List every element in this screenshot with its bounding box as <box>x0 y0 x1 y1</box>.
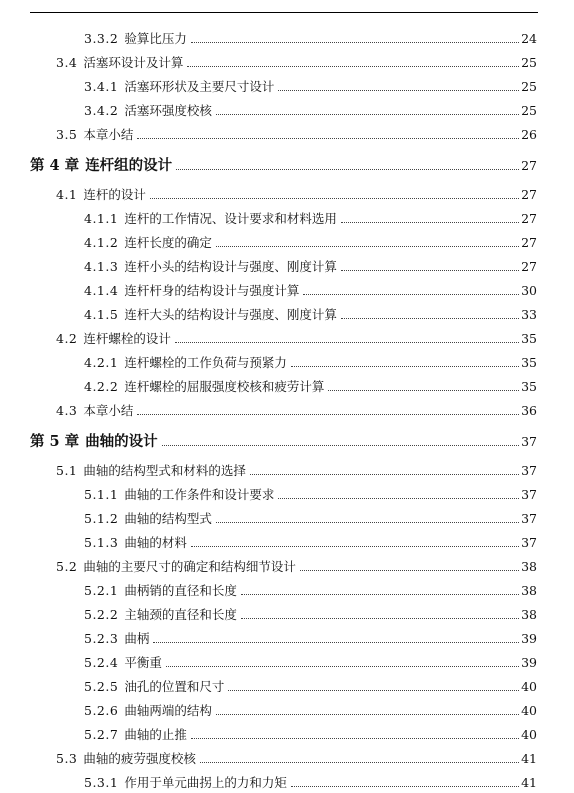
toc-entry-page: 27 <box>521 235 537 250</box>
toc-entry-page: 27 <box>521 158 537 173</box>
toc-entry-title: 曲轴的设计 <box>85 433 158 450</box>
toc-entry-title: 连杆螺栓的工作负荷与预紧力 <box>124 355 287 370</box>
toc-entry-number: 3.4.2 <box>84 103 119 118</box>
toc-entry-title: 主轴颈的直径和长度 <box>124 607 237 622</box>
toc-entry[interactable] <box>84 355 537 371</box>
toc-entry-title: 曲轴的材料 <box>124 535 187 550</box>
toc-entry-number: 5.2.6 <box>84 703 119 718</box>
toc-entry-title: 曲轴的止推 <box>124 727 187 742</box>
toc-entry-title: 曲轴的主要尺寸的确定和结构细节设计 <box>83 559 296 574</box>
toc-entry-title: 曲轴两端的结构 <box>124 703 212 718</box>
dot-leader <box>187 66 519 67</box>
toc-entry[interactable] <box>56 331 537 347</box>
toc-entry-number: 4.2.1 <box>84 355 119 370</box>
toc-entry-title: 平衡重 <box>124 655 162 670</box>
toc-entry-number: 4.1.4 <box>84 283 119 298</box>
toc-entry[interactable] <box>84 259 537 275</box>
toc-entry-number: 第 5 章 <box>30 433 80 450</box>
dot-leader <box>250 474 519 475</box>
toc-entry-number: 3.4.1 <box>84 79 119 94</box>
toc-entry[interactable] <box>84 103 537 119</box>
toc-entry-number: 4.1.3 <box>84 259 119 274</box>
toc-entry-title: 连杆的工作情况、设计要求和材料选用 <box>124 211 337 226</box>
dot-leader <box>278 90 519 91</box>
toc-entry-number: 5.2 <box>56 559 78 574</box>
toc-entry-title: 活塞环强度校核 <box>124 103 212 118</box>
dot-leader <box>278 498 519 499</box>
toc-entry-page: 38 <box>521 607 537 622</box>
dot-leader <box>303 294 519 295</box>
dot-leader <box>176 169 519 170</box>
toc-entry[interactable] <box>84 31 537 47</box>
toc-entry-page: 36 <box>521 403 537 418</box>
toc-entry-number: 4.1.2 <box>84 235 119 250</box>
toc-entry-page: 40 <box>521 679 537 694</box>
dot-leader <box>241 594 519 595</box>
dot-leader <box>137 138 519 139</box>
toc-entry-page: 39 <box>521 631 537 646</box>
toc-entry-page: 41 <box>521 775 537 790</box>
dot-leader <box>153 642 519 643</box>
toc-entry-page: 25 <box>521 79 537 94</box>
toc-entry-title: 曲轴的结构型式和材料的选择 <box>83 463 246 478</box>
toc-entry-number: 3.3.2 <box>84 31 119 46</box>
toc-entry[interactable] <box>84 79 537 95</box>
toc-entry-number: 3.4 <box>56 55 78 70</box>
toc-entry-page: 37 <box>521 487 537 502</box>
toc-entry-page: 40 <box>521 703 537 718</box>
dot-leader <box>191 42 519 43</box>
toc-entry-number: 5.2.5 <box>84 679 119 694</box>
toc-entry-title: 连杆大头的结构设计与强度、刚度计算 <box>124 307 337 322</box>
toc-entry-page: 33 <box>521 307 537 322</box>
toc-entry[interactable] <box>84 487 537 503</box>
toc-entry-title: 连杆的设计 <box>83 187 146 202</box>
dot-leader <box>162 445 519 446</box>
dot-leader <box>216 714 519 715</box>
toc-entry-number: 3.5 <box>56 127 78 142</box>
header-rule <box>30 12 538 13</box>
toc-entry-page: 37 <box>521 511 537 526</box>
toc-entry-title: 连杆螺栓的设计 <box>83 331 171 346</box>
toc-entry-number: 第 4 章 <box>30 157 80 174</box>
toc-entry[interactable] <box>56 55 537 71</box>
toc-entry[interactable] <box>84 511 537 527</box>
toc-entry-page: 37 <box>521 463 537 478</box>
dot-leader <box>175 342 519 343</box>
dot-leader <box>341 318 519 319</box>
toc-entry-title: 验算比压力 <box>124 31 187 46</box>
dot-leader <box>150 198 519 199</box>
dot-leader <box>228 690 519 691</box>
toc-entry-title: 连杆螺栓的屈服强度校核和疲劳计算 <box>124 379 325 394</box>
toc-entry-page: 35 <box>521 331 537 346</box>
toc-entry[interactable] <box>84 679 537 695</box>
toc-entry[interactable] <box>84 583 537 599</box>
toc-entry[interactable] <box>84 727 537 743</box>
toc-entry-number: 4.2 <box>56 331 78 346</box>
toc-entry-page: 35 <box>521 379 537 394</box>
dot-leader <box>216 114 519 115</box>
dot-leader <box>216 522 519 523</box>
toc-entry-number: 5.2.3 <box>84 631 119 646</box>
toc-entry-page: 38 <box>521 559 537 574</box>
dot-leader <box>291 786 519 787</box>
toc-entry[interactable] <box>84 535 537 551</box>
toc-entry-page: 27 <box>521 211 537 226</box>
toc-entry-title: 本章小结 <box>83 127 134 142</box>
toc-entry-number: 5.3 <box>56 751 78 766</box>
toc-entry-title: 曲轴的工作条件和设计要求 <box>124 487 275 502</box>
toc-entry[interactable] <box>84 283 537 299</box>
toc-entry-title: 作用于单元曲拐上的力和力矩 <box>124 775 287 790</box>
toc-entry[interactable] <box>56 463 537 479</box>
toc-entry-title: 曲轴的结构型式 <box>124 511 212 526</box>
dot-leader <box>137 414 519 415</box>
toc-entry-number: 5.1 <box>56 463 78 478</box>
toc-entry-page: 25 <box>521 103 537 118</box>
toc-entry[interactable] <box>84 703 537 719</box>
toc-entry-number: 4.2.2 <box>84 379 119 394</box>
toc-entry-number: 4.1 <box>56 187 78 202</box>
toc-entry-page: 39 <box>521 655 537 670</box>
toc-entry-number: 5.1.3 <box>84 535 119 550</box>
toc-entry-number: 5.1.2 <box>84 511 119 526</box>
toc-entry-number: 5.2.7 <box>84 727 119 742</box>
toc-entry[interactable] <box>84 655 537 671</box>
toc-chapter-entry[interactable] <box>30 433 537 451</box>
toc-entry-page: 37 <box>521 434 537 449</box>
toc-chapter-entry[interactable] <box>30 157 537 175</box>
toc-entry[interactable] <box>56 187 537 203</box>
toc-entry-page: 27 <box>521 259 537 274</box>
toc-entry-page: 37 <box>521 535 537 550</box>
dot-leader <box>300 570 519 571</box>
toc-entry-page: 35 <box>521 355 537 370</box>
toc-entry-number: 5.3.1 <box>84 775 119 790</box>
toc-entry-number: 4.1.5 <box>84 307 119 322</box>
dot-leader <box>241 618 519 619</box>
toc-entry-title: 活塞环形状及主要尺寸设计 <box>124 79 275 94</box>
toc-entry-page: 24 <box>521 31 537 46</box>
toc-entry-title: 活塞环设计及计算 <box>83 55 184 70</box>
dot-leader <box>341 270 519 271</box>
toc-entry[interactable] <box>84 379 537 395</box>
toc-entry-title: 曲柄销的直径和长度 <box>124 583 237 598</box>
toc-entry-page: 26 <box>521 127 537 142</box>
toc-entry-number: 5.2.1 <box>84 583 119 598</box>
dot-leader <box>200 762 519 763</box>
toc-entry[interactable] <box>84 307 537 323</box>
toc-entry-number: 5.2.2 <box>84 607 119 622</box>
toc-entry-title: 连杆组的设计 <box>85 157 173 174</box>
toc-entry-page: 27 <box>521 187 537 202</box>
toc-entry[interactable] <box>84 607 537 623</box>
toc-entry-title: 曲轴的疲劳强度校核 <box>83 751 196 766</box>
dot-leader <box>216 246 519 247</box>
dot-leader <box>191 546 519 547</box>
dot-leader <box>341 222 519 223</box>
toc-entry[interactable] <box>84 211 537 227</box>
toc-entry-title: 曲柄 <box>124 631 150 646</box>
toc-entry-page: 38 <box>521 583 537 598</box>
toc-entry[interactable] <box>84 631 537 647</box>
toc-entry-number: 5.1.1 <box>84 487 119 502</box>
dot-leader <box>291 366 519 367</box>
toc-entry-title: 连杆长度的确定 <box>124 235 212 250</box>
toc-entry-title: 连杆小头的结构设计与强度、刚度计算 <box>124 259 337 274</box>
toc-entry[interactable] <box>84 235 537 251</box>
toc-entry[interactable] <box>56 127 537 143</box>
toc-entry[interactable] <box>56 403 537 419</box>
toc-entry-page: 30 <box>521 283 537 298</box>
toc-entry[interactable] <box>56 751 537 767</box>
dot-leader <box>328 390 519 391</box>
toc-entry-page: 41 <box>521 751 537 766</box>
toc-entry-page: 40 <box>521 727 537 742</box>
toc-entry[interactable] <box>84 775 537 791</box>
toc-entry-number: 5.2.4 <box>84 655 119 670</box>
toc-entry[interactable] <box>56 559 537 575</box>
dot-leader <box>166 666 519 667</box>
toc-entry-number: 4.3 <box>56 403 78 418</box>
toc-entry-title: 油孔的位置和尺寸 <box>124 679 225 694</box>
toc-entry-number: 4.1.1 <box>84 211 119 226</box>
toc-entry-page: 25 <box>521 55 537 70</box>
toc-entry-title: 本章小结 <box>83 403 134 418</box>
dot-leader <box>191 738 519 739</box>
toc-entry-title: 连杆杆身的结构设计与强度计算 <box>124 283 300 298</box>
